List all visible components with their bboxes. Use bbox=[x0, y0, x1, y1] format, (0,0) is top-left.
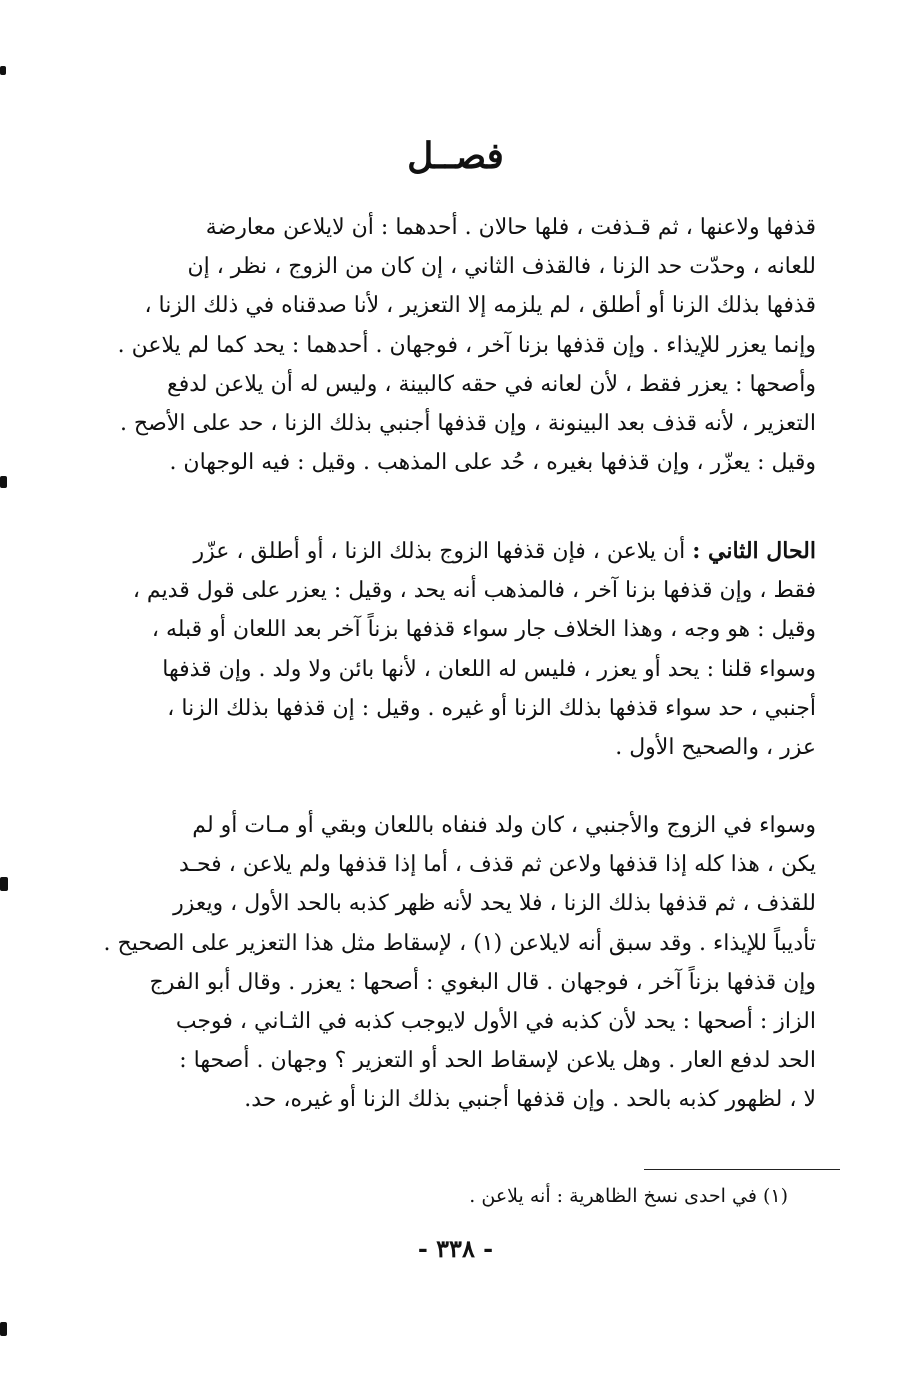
footnote-divider bbox=[644, 1169, 840, 1170]
text-line: فقط ، وإن قذفها بزنا آخر ، فالمذهب أنه يحد ، وقيل : يعزر على قول قديم ، bbox=[132, 578, 816, 604]
text-line: وإنما يعزر للإيذاء . وإن قذفها بزنا آخر ، فوجهان . أحدهما : يحد كما لم يلاعن . bbox=[117, 332, 816, 358]
scan-mark-top-left bbox=[0, 66, 6, 75]
paragraph-2-lead: الحال الثاني : bbox=[692, 538, 816, 564]
scan-mark-bottom-left bbox=[0, 1322, 7, 1336]
text-line: وإن قذفها بزناً آخر ، فوجهان . قال البغوي : أصحها : يعزر . وقال أبو الفرج bbox=[149, 969, 816, 995]
text-line: لا ، لظهور كذبه بالحد . وإن قذفها أجنبي بذلك الزنا أو غيره، حد. bbox=[244, 1087, 816, 1113]
text-line: عزر ، والصحيح الأول . bbox=[615, 735, 816, 761]
text-line: وقيل : يعزّر ، وإن قذفها بغيره ، حُد على المذهب . وقيل : فيه الوجهان . bbox=[169, 450, 816, 476]
paragraph-2-first-line: أن يلاعن ، فإن قذفها الزوج بذلك الزنا ، أو أطلق ، عزّر bbox=[193, 539, 693, 564]
text-line: يكن ، هذا كله إذا قذفها ولاعن ثم قذف ، أما إذا قذفها ولم يلاعن ، فحـد bbox=[178, 852, 816, 878]
paragraph-3 bbox=[96, 806, 816, 1120]
footnote: (١) في احدى نسخ الظاهرية : أنه يلاعن . bbox=[469, 1185, 788, 1207]
text-line: للقذف ، ثم قذفها بذلك الزنا ، فلا يحد لأنه ظهر كذبه بالحد الأول ، ويعزر bbox=[173, 891, 816, 917]
text-line: وسواء قلنا : يحد أو يعزر ، فليس له اللعان ، لأنها بائن ولا ولد . وإن قذفها bbox=[162, 656, 816, 682]
scan-mark-mid-left-1 bbox=[0, 476, 7, 488]
paragraph-1 bbox=[96, 208, 816, 482]
text-line: تأديباً للإيذاء . وقد سبق أنه لايلاعن (١) ، لإسقاط مثل هذا التعزير على الصحيح . bbox=[103, 930, 816, 956]
section-heading: فصــل bbox=[407, 135, 504, 177]
scan-mark-mid-left-2 bbox=[0, 877, 8, 891]
text-line: وأصحها : يعزر فقط ، لأن لعانه في حقه كالبينة ، وليس له أن يلاعن لدفع bbox=[167, 371, 816, 397]
text-line: وقيل : هو وجه ، وهذا الخلاف جار سواء قذفها بزناً آخر بعد اللعان أو قبله ، bbox=[151, 617, 816, 643]
text-line: قذفها ولاعنها ، ثم قـذفت ، فلها حالان . أحدهما : أن لايلاعن معارضة bbox=[205, 215, 816, 240]
text-line: وسواء في الزوج والأجنبي ، كان ولد فنفاه باللعان وبقي أو مـات أو لم bbox=[192, 813, 816, 838]
text-line bbox=[96, 532, 816, 571]
page-number: - ٣٣٨ - bbox=[417, 1234, 494, 1263]
paragraph-2 bbox=[96, 532, 816, 767]
text-line: قذفها بذلك الزنا أو أطلق ، لم يلزمه إلا التعزير ، لأنا صدقناه في ذلك الزنا ، bbox=[144, 293, 816, 319]
text-line: أجنبي ، حد سواء قذفها بذلك الزنا أو غيره . وقيل : إن قذفها بذلك الزنا ، bbox=[167, 695, 816, 721]
text-line: للعانه ، وحدّت حد الزنا ، فالقذف الثاني ، إن كان من الزوج ، نظر ، إن bbox=[187, 254, 816, 280]
text-line: الزاز : أصحها : يحد لأن كذبه في الأول لايوجب كذبه في الثـاني ، فوجب bbox=[175, 1009, 816, 1035]
text-line: الحد لدفع العار . وهل يلاعن لإسقاط الحد أو التعزير ؟ وجهان . أصحها : bbox=[179, 1048, 816, 1074]
text-line: التعزير ، لأنه قذف بعد البينونة ، وإن قذفها أجنبي بذلك الزنا ، حد على الأصح . bbox=[119, 411, 816, 437]
